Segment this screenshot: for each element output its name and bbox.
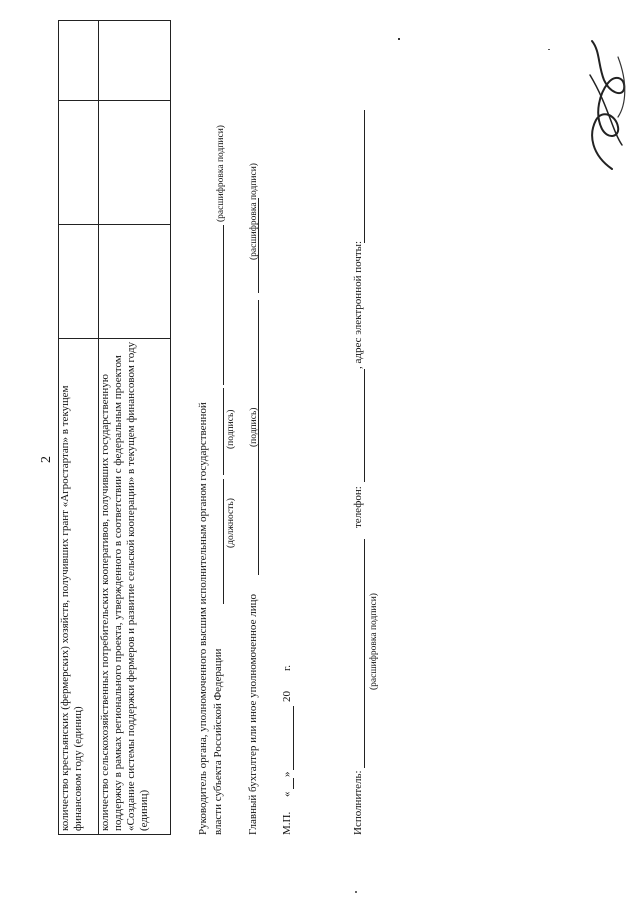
date-quote-open: « xyxy=(281,791,293,797)
caption-signature: (подпись) xyxy=(226,409,236,449)
executor-decode-line xyxy=(364,539,365,768)
table-cell xyxy=(59,21,99,101)
page-number: 2 xyxy=(39,456,54,463)
position-line xyxy=(223,479,224,604)
head-label-line1: Руководитель органа, уполномоченного высшим исполнительным органом государственной xyxy=(197,402,209,835)
signature-line xyxy=(223,388,224,475)
date-month-line xyxy=(293,706,294,770)
table-cell-label: количество сельскохозяйственных потребительских кооперативов, получивших государственную поддержку в рамках регионального проекта, утвержденного в соответствии с федеральным проектом «Создание системы поддержки фермеров и развитие сельской кооперации» в текущем финансовом году (единиц) xyxy=(99,338,171,834)
table-cell xyxy=(99,224,171,338)
accountant-caption-decode: (расшифровка подписи) xyxy=(249,163,259,260)
executor-label: Исполнитель: xyxy=(352,770,364,835)
handwritten-signature xyxy=(582,35,632,175)
data-table xyxy=(58,20,171,835)
phone-label: телефон: xyxy=(352,486,364,528)
accountant-caption-signature: (подпись) xyxy=(249,407,259,447)
table-cell xyxy=(59,224,99,338)
executor-caption-decode: (расшифровка подписи) xyxy=(369,593,379,690)
scan-speck xyxy=(548,49,550,50)
table-cell xyxy=(99,100,171,224)
head-label-line2: власти субъекта Российской Федерации xyxy=(212,648,224,835)
email-line xyxy=(364,110,365,243)
email-label: , адрес электронной почты: xyxy=(352,240,364,369)
scan-speck xyxy=(355,891,357,893)
caption-position: (должность) xyxy=(226,498,236,548)
date-quote-close: » xyxy=(281,771,293,777)
date-day-line xyxy=(293,778,294,789)
table-row xyxy=(99,21,171,835)
table-cell xyxy=(99,21,171,101)
table-row xyxy=(59,21,99,835)
date-year-prefix: 20 xyxy=(281,691,293,702)
scan-speck xyxy=(398,38,400,40)
date-year-suffix: г. xyxy=(281,664,293,671)
stamp-label: М.П. xyxy=(281,811,293,835)
accountant-label: Главный бухгалтер или иное уполномоченное лицо xyxy=(247,594,259,835)
phone-line xyxy=(364,369,365,482)
caption-decode: (расшифровка подписи) xyxy=(216,125,226,222)
table-cell xyxy=(59,100,99,224)
decode-line xyxy=(223,225,224,385)
table-cell-label: количество крестьянских (фермерских) хозяйств, получивших грант «Агростартап» в текущем финансовом году (единиц) xyxy=(59,338,99,834)
